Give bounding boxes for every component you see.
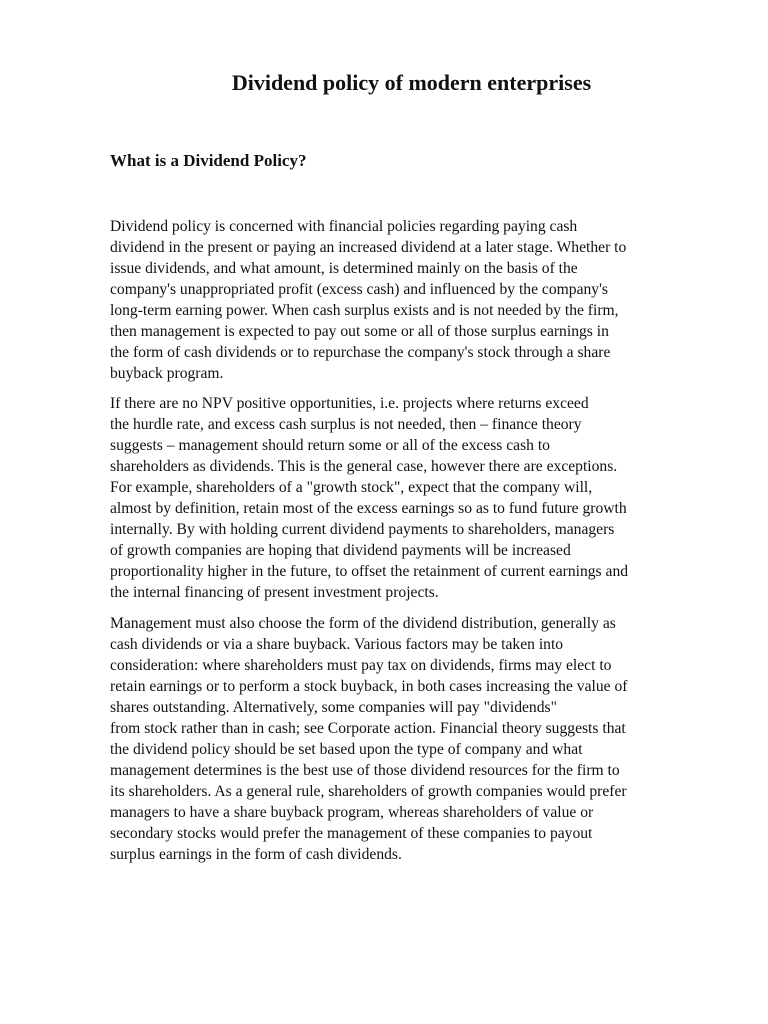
paragraph-line: shares outstanding. Alternatively, some companies will pay "dividends" [110,699,557,716]
paragraph-line: cash dividends or via a share buyback. Various factors may be taken into [110,636,564,653]
paragraph-line: suggests – management should return some or all of the excess cash to [110,437,550,454]
paragraph-line: the dividend policy should be set based upon the type of company and what [110,741,583,758]
paragraph-line: shareholders as dividends. This is the general case, however there are exceptions. [110,458,618,475]
paragraph-line: from stock rather than in cash; see Corporate action. Financial theory suggests that [110,720,626,737]
paragraph-line: issue dividends, and what amount, is determined mainly on the basis of the [110,260,578,277]
paragraph-line: retain earnings or to perform a stock buyback, in both cases increasing the value of [110,678,628,695]
paragraph-line: long-term earning power. When cash surplus exists and is not needed by the firm, [110,302,619,319]
paragraph-line: proportionality higher in the future, to offset the retainment of current earnings and [110,563,629,580]
section-heading: What is a Dividend Policy? [110,151,307,170]
paragraph-line: of growth companies are hoping that dividend payments will be increased [110,542,571,559]
paragraph-line: Management must also choose the form of the dividend distribution, generally as [110,615,616,632]
document-title: Dividend policy of modern enterprises [231,70,592,95]
paragraph-line: then management is expected to pay out some or all of those surplus earnings in [110,323,609,340]
paragraph-line: surplus earnings in the form of cash dividends. [110,846,402,863]
paragraph-line: If there are no NPV positive opportunities, i.e. projects where returns exceed [110,395,589,412]
paragraph-line: management determines is the best use of those dividend resources for the firm to [110,762,620,779]
paragraph-line: the form of cash dividends or to repurchase the company's stock through a share [110,344,611,361]
paragraph-line: managers to have a share buyback program, whereas shareholders of value or [110,804,594,821]
paragraph-line: For example, shareholders of a "growth stock", expect that the company will, [110,479,593,496]
paragraph-line: internally. By with holding current dividend payments to shareholders, managers [110,521,615,538]
paragraph-line: almost by definition, retain most of the excess earnings so as to fund future growth [110,500,627,517]
paragraph-line: buyback program. [110,365,224,382]
paragraph-line: Dividend policy is concerned with financial policies regarding paying cash [110,218,578,235]
paragraph-line: the hurdle rate, and excess cash surplus is not needed, then – finance theory [110,416,582,433]
paragraph-line: company's unappropriated profit (excess cash) and influenced by the company's [110,281,608,298]
paragraph-line: its shareholders. As a general rule, shareholders of growth companies would prefer [110,783,627,800]
paragraph-line: the internal financing of present investment projects. [110,584,439,601]
paragraph-line: secondary stocks would prefer the management of these companies to payout [110,825,593,842]
paragraph-line: consideration: where shareholders must pay tax on dividends, firms may elect to [110,657,612,674]
paragraph-line: dividend in the present or paying an increased dividend at a later stage. Whether to [110,239,627,256]
